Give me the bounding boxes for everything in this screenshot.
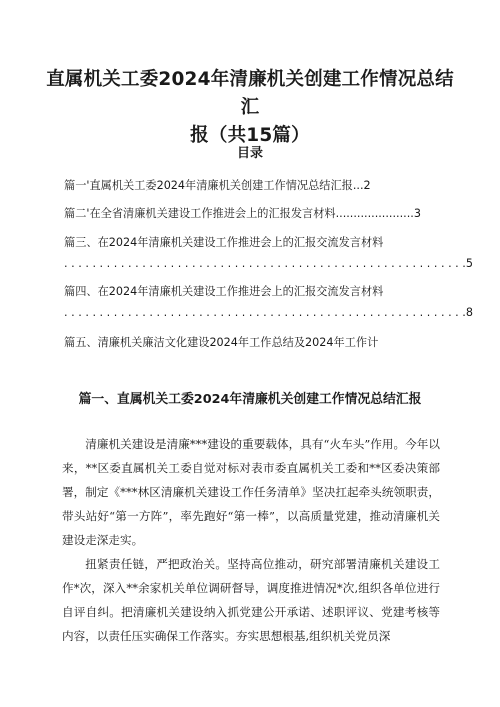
document-title [40,66,460,150]
toc-entry-5[interactable]: 篇五、清廉机关廉洁文化建设2024年工作总结及2024年工作计 [64,336,379,349]
body-paragraph-2: 扭紧责任链，严把政治关。坚持高位推动，研究部署清廉机关建设工作*次，深入**余家机关单位调研督导，调度推进情况*次,组织各单位进行自评自纠。把清廉机关建设纳入抓党建公开承诺、述职评议、党建考核等内容，以责任压实确保工作落实。夯实思想根基,组织机关党员深 [62,557,440,643]
toc-entry-4[interactable]: 篇四、在2024年清廉机关建设工作推进会上的汇报交流发言材料 [64,285,384,298]
toc-entry-3-leader [64,257,473,270]
toc-entry-3[interactable]: 篇三、在2024年清廉机关建设工作推进会上的汇报交流发言材料 [64,236,384,249]
toc-dot-leader: . . . . . . . . . . . . . . . . . . . . . . . . . . . . . . . . . . . . . . . . . . . . . . . . . . . . . . . . . [64,257,466,270]
title-line-1: 直属机关工委2024年清廉机关创建工作情况总结汇 [46,69,454,118]
body-paragraph-1: 清廉机关建设是清廉***建设的重要载体，具有“火车头”作用。今年以来，**区委直属机关工委自觉对标对表市委直属机关工委和**区委决策部署，制定《***林区清廉机关建设工作任务清单》坚决扛起牵头统领职责，带头站好“第一方阵”，率先跑好“第一棒”，以高质量党建，推动清廉机关建设走深走实。 [62,437,440,547]
toc-entry-3-page: 5 [465,257,473,270]
toc-entry-1[interactable]: 篇一'直属机关工委2024年清廉机关创建工作情况总结汇报...2 [64,179,371,192]
title-line-2: 报（共15篇） [190,125,310,146]
toc-dot-leader: . . . . . . . . . . . . . . . . . . . . . . . . . . . . . . . . . . . . . . . . . . . . . . . . . . . . . . . . . [64,306,466,319]
toc-entry-4-page: 8 [465,306,473,319]
toc-heading: 目录 [236,146,263,161]
section-title: 篇一、直属机关工委2024年清廉机关创建工作情况总结汇报 [78,392,422,407]
toc-entry-4-leader [64,306,473,319]
toc-entry-2[interactable]: 篇二'在全省清廉机关建设工作推进会上的汇报发言材料......................3 [64,207,421,220]
